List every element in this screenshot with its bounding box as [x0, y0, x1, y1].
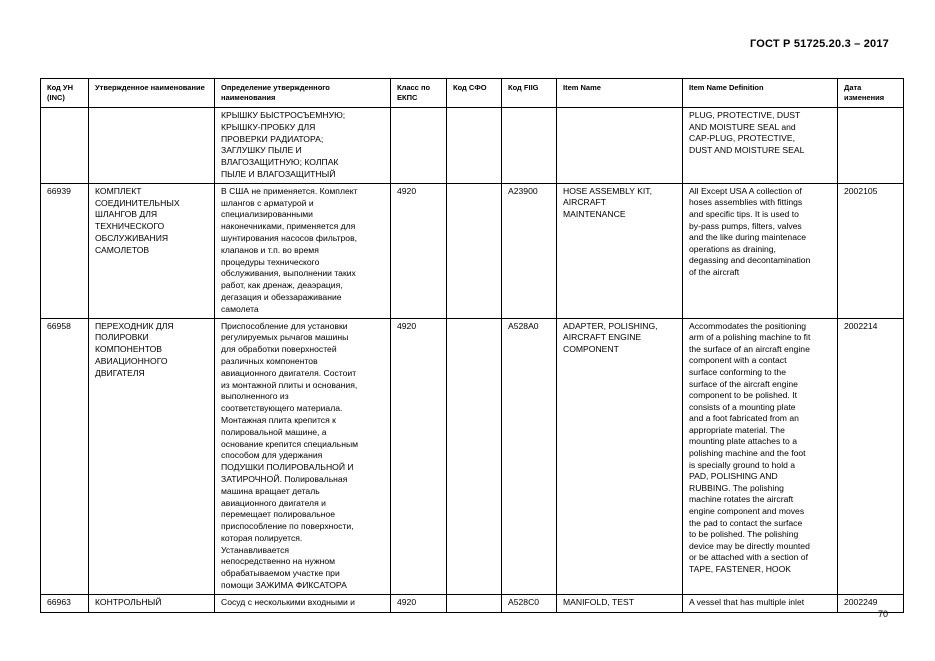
cell-definition-ru: Сосуд с несколькими входными и: [215, 594, 391, 612]
cell-date: 2002249: [838, 594, 904, 612]
items-table: [40, 78, 904, 613]
cell-date: [838, 108, 904, 184]
cell-fiig: A528A0: [502, 318, 557, 594]
cell-name-ru: [89, 108, 215, 184]
cell-definition-ru: Приспособление для установки регулируемых рычагов машины для обработки поверхностей различных компонентов авиационного двигателя. Состоит из монтажной плиты и основания, выполненного из соответствующего материала. Монтажная плита крепится к полировальной машине, а основание крепится специальным способом для удержания ПОДУШКИ ПОЛИРОВАЛЬНОЙ И ЗАТИРОЧНОЙ. Полировальная машина вращает деталь авиационного двигателя и перемещает полировальное приспособление по поверхности, которая полируется. Устанавливается непосредственно на нужном обрабатываемом участке при помощи ЗАЖИМА ФИКСАТОРА: [215, 318, 391, 594]
page-number: 70: [877, 609, 888, 619]
cell-code: 66963: [41, 594, 89, 612]
cell-sfo: [447, 594, 502, 612]
cell-ekps: [391, 108, 447, 184]
cell-item-definition: All Except USA A collection of hoses assemblies with fittings and specific tips. It is used to by-pass pumps, filters, valves and the like during maintenace operations as draining, degassing and decontamination of the aircraft: [683, 183, 838, 318]
column-header-ekps: Класс по ЕКПС: [391, 79, 447, 108]
cell-name-ru: КОНТРОЛЬНЫЙ: [89, 594, 215, 612]
cell-date: 2002105: [838, 183, 904, 318]
cell-name-ru: КОМПЛЕКТ СОЕДИНИТЕЛЬНЫХ ШЛАНГОВ ДЛЯ ТЕХНИЧЕСКОГО ОБСЛУЖИВАНИЯ САМОЛЕТОВ: [89, 183, 215, 318]
cell-item-name: ADAPTER, POLISHING, AIRCRAFT ENGINE COMPONENT: [557, 318, 683, 594]
cell-definition-ru: В США не применяется. Комплект шлангов с арматурой и специализированными наконечниками, применяется для шунтирования насосов фильтров, клапанов и т.п. во время процедуры технического обслуживания, выполнении таких работ, как дренаж, деаэрация, дегазация и обеззараживание самолета: [215, 183, 391, 318]
table-row: [41, 594, 904, 612]
cell-name-ru: ПЕРЕХОДНИК ДЛЯ ПОЛИРОВКИ КОМПОНЕНТОВ АВИАЦИОННОГО ДВИГАТЕЛЯ: [89, 318, 215, 594]
table-header-row: [41, 79, 904, 108]
cell-sfo: [447, 183, 502, 318]
column-header-sfo: Код СФО: [447, 79, 502, 108]
cell-code: 66958: [41, 318, 89, 594]
column-header-definition-ru: Определение утвержденного наименования: [215, 79, 391, 108]
table-row: [41, 183, 904, 318]
cell-date: 2002214: [838, 318, 904, 594]
column-header-item-name: Item Name: [557, 79, 683, 108]
cell-item-definition: Accommodates the positioning arm of a polishing machine to fit the surface of an aircraft engine component with a contact surface conforming to the surface of the aircraft engine component to be polished. It consists of a mounting plate and a foot fabricated from an appropriate material. The mounting plate attaches to a polishing machine and the foot is specially ground to hold a PAD, POLISHING AND RUBBING. The polishing machine rotates the aircraft engine component and moves the pad to contact the surface to be polished. The polishing device may be directly mounted or be attached with a section of TAPE, FASTENER, HOOK: [683, 318, 838, 594]
cell-fiig: A23900: [502, 183, 557, 318]
cell-ekps: 4920: [391, 594, 447, 612]
cell-ekps: 4920: [391, 318, 447, 594]
cell-item-name: HOSE ASSEMBLY KIT, AIRCRAFT MAINTENANCE: [557, 183, 683, 318]
table-row: [41, 108, 904, 184]
cell-definition-ru: КРЫШКУ БЫСТРОСЪЕМНУЮ; КРЫШКУ-ПРОБКУ ДЛЯ ПРОВЕРКИ РАДИАТОРА; ЗАГЛУШКУ ПЫЛЕ И ВЛАГОЗАЩИТНУЮ; КОЛПАК ПЫЛЕ И ВЛАГОЗАЩИТНЫЙ: [215, 108, 391, 184]
table-row: [41, 318, 904, 594]
cell-fiig: [502, 108, 557, 184]
cell-sfo: [447, 318, 502, 594]
cell-item-name: MANIFOLD, TEST: [557, 594, 683, 612]
cell-fiig: A528C0: [502, 594, 557, 612]
column-header-code: Код УН (INC): [41, 79, 89, 108]
column-header-item-definition: Item Name Definition: [683, 79, 838, 108]
cell-code: 66939: [41, 183, 89, 318]
column-header-name-ru: Утвержденное наименование: [89, 79, 215, 108]
cell-item-name: [557, 108, 683, 184]
cell-item-definition: A vessel that has multiple inlet: [683, 594, 838, 612]
cell-item-definition: PLUG, PROTECTIVE, DUST AND MOISTURE SEAL and CAP-PLUG, PROTECTIVE, DUST AND MOISTURE SEAL: [683, 108, 838, 184]
column-header-fiig: Код FIIG: [502, 79, 557, 108]
cell-sfo: [447, 108, 502, 184]
cell-ekps: 4920: [391, 183, 447, 318]
cell-code: [41, 108, 89, 184]
document-code: ГОСТ Р 51725.20.3 – 2017: [749, 38, 889, 50]
column-header-date: Дата изменения: [838, 79, 904, 108]
